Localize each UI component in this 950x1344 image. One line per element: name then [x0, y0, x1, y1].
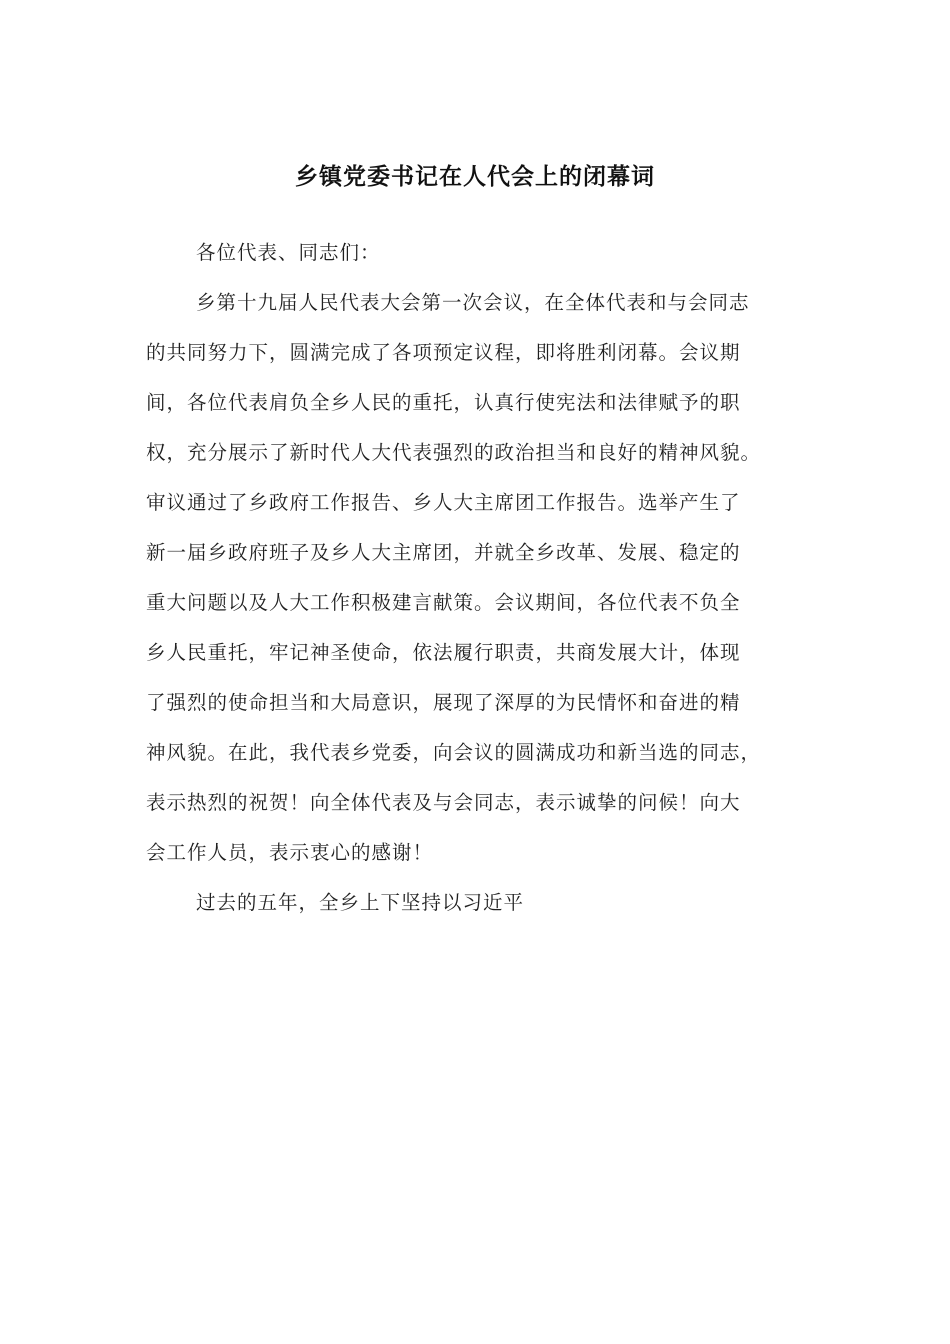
paragraph-line: 的共同努力下，圆满完成了各项预定议程，即将胜利闭幕。会议期 [146, 341, 741, 364]
document-title: 乡镇党委书记在人代会上的闭幕词 [295, 163, 655, 190]
paragraph-line: 乡人民重托，牢记神圣使命，依法履行职责，共商发展大计，体现 [146, 641, 741, 664]
paragraph-line: 新一届乡政府班子及乡人大主席团，并就全乡改革、发展、稳定的 [146, 541, 741, 564]
paragraph-line: 了强烈的使命担当和大局意识，展现了深厚的为民情怀和奋进的精 [146, 691, 741, 714]
paragraph-line: 权，充分展示了新时代人大代表强烈的政治担当和良好的精神风貌。 [146, 441, 762, 464]
paragraph-line: 过去的五年，全乡上下坚持以习近平 [196, 891, 525, 914]
paragraph-line: 间，各位代表肩负全乡人民的重托，认真行使宪法和法律赋予的职 [146, 391, 741, 414]
paragraph-line: 审议通过了乡政府工作报告、乡人大主席团工作报告。选举产生了 [146, 491, 741, 514]
paragraph-line: 乡第十九届人民代表大会第一次会议，在全体代表和与会同志 [196, 291, 750, 314]
paragraph-line: 神风貌。在此，我代表乡党委，向会议的圆满成功和新当选的同志， [146, 741, 762, 764]
paragraph-line: 重大问题以及人大工作积极建言献策。会议期间，各位代表不负全 [146, 591, 741, 614]
paragraph-line: 会工作人员，表示衷心的感谢！ [146, 841, 434, 864]
salutation: 各位代表、同志们： [196, 241, 381, 264]
paragraph-line: 表示热烈的祝贺！向全体代表及与会同志，表示诚挚的问候！向大 [146, 791, 741, 814]
